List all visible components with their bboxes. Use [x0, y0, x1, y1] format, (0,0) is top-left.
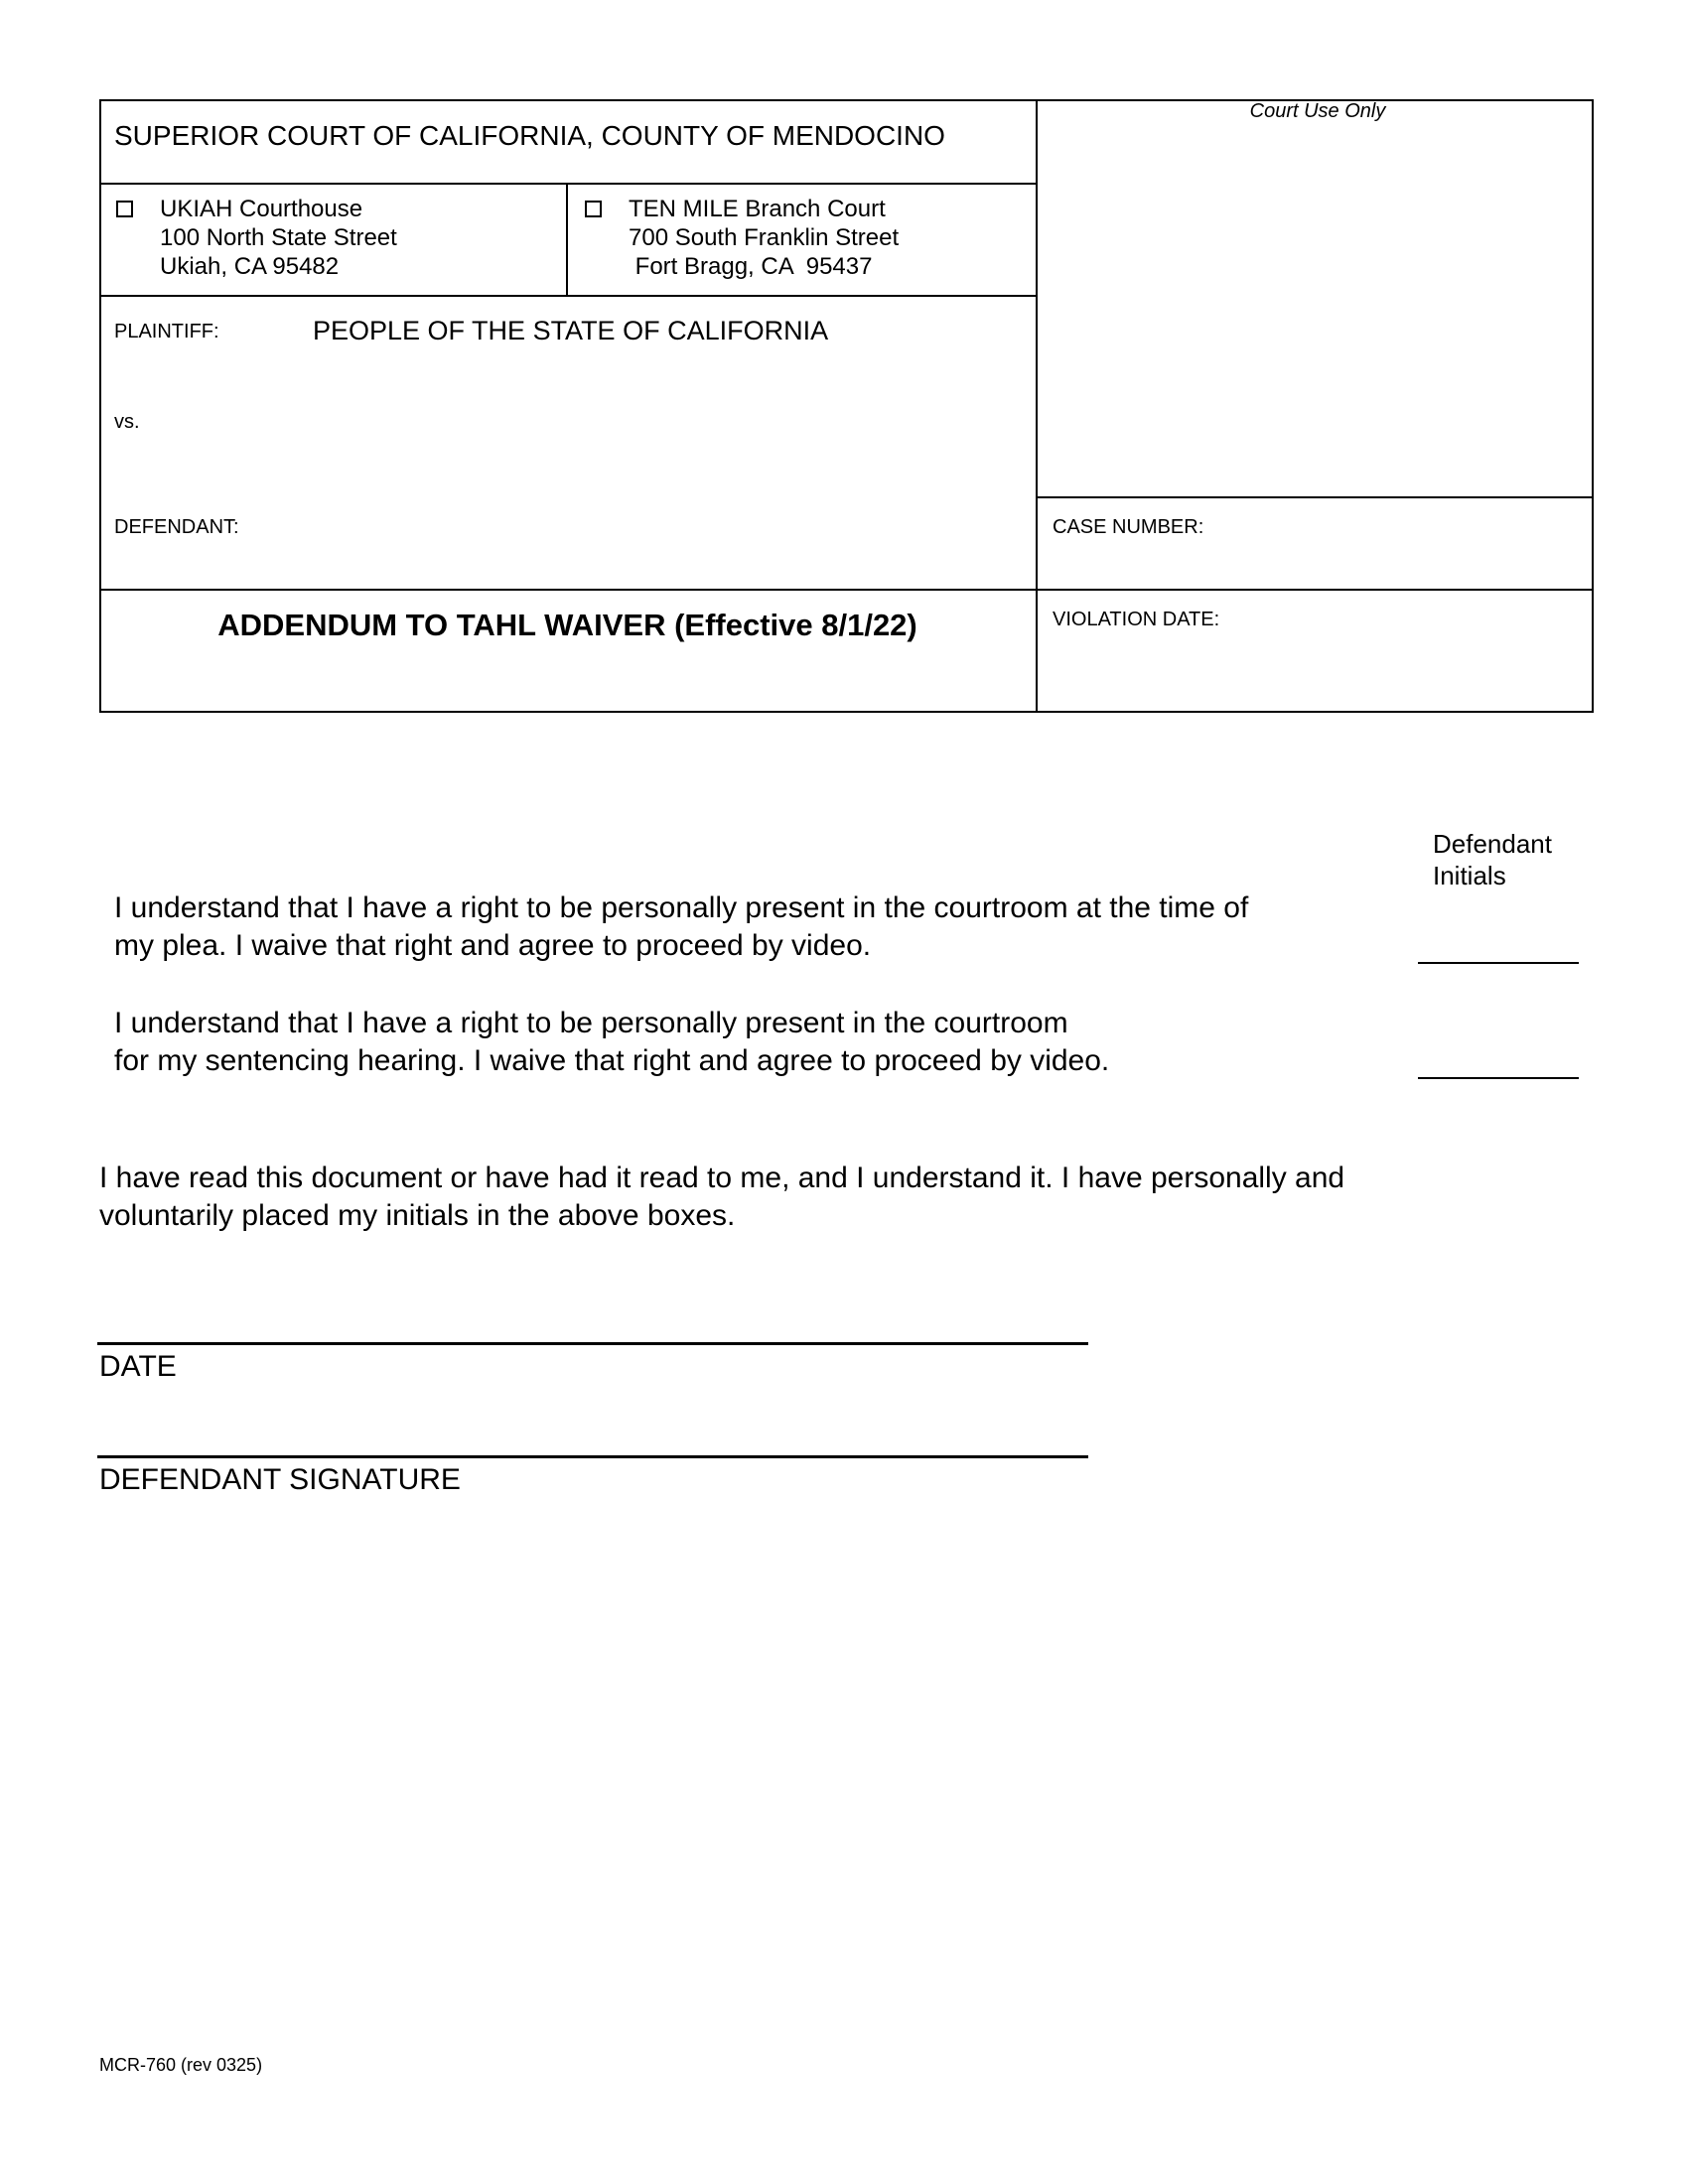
location-ten-mile	[629, 195, 899, 281]
statement-line: my plea. I waive that right and agree to proceed by video.	[114, 929, 872, 962]
ten-mile-checkbox[interactable]	[585, 201, 602, 217]
form-number: MCR-760 (rev 0325)	[99, 2055, 263, 2075]
acknowledgement	[99, 1160, 1344, 1235]
title-row-divider	[99, 589, 1594, 591]
location-name: UKIAH Courthouse	[160, 196, 363, 222]
acknowledgement-line: voluntarily placed my initials in the above boxes.	[99, 1199, 736, 1232]
defendant-signature-label: DEFENDANT SIGNATURE	[99, 1463, 461, 1496]
vs-label: vs.	[114, 411, 140, 433]
location-divider	[566, 184, 568, 297]
defendant-signature-field[interactable]	[97, 1455, 1088, 1458]
statement-line: I understand that I have a right to be personally present in the courtroom at the time of	[114, 891, 1249, 924]
court-use-only-label: Court Use Only	[1249, 100, 1386, 122]
location-city: Fort Bragg, CA 95437	[629, 253, 873, 280]
defendant-field[interactable]	[268, 516, 1023, 546]
defendant-label: DEFENDANT:	[114, 516, 239, 538]
location-name: TEN MILE Branch Court	[629, 196, 886, 222]
violation-date-label: VIOLATION DATE:	[1053, 609, 1220, 630]
violation-date-field[interactable]	[1053, 643, 1579, 673]
statement-line: I understand that I have a right to be personally present in the courtroom	[114, 1007, 1068, 1039]
location-street: 100 North State Street	[160, 224, 397, 251]
date-field[interactable]	[97, 1342, 1088, 1345]
statement-line: for my sentencing hearing. I waive that right and agree to proceed by video.	[114, 1044, 1110, 1077]
initials-header-line2: Initials	[1433, 861, 1506, 890]
ukiah-checkbox[interactable]	[116, 201, 133, 217]
acknowledgement-line: I have read this document or have had it read to me, and I understand it. I have personally and	[99, 1161, 1345, 1194]
plaintiff-label: PLAINTIFF:	[114, 321, 219, 342]
court-use-divider	[1036, 496, 1594, 498]
court-title: SUPERIOR COURT OF CALIFORNIA, COUNTY OF MENDOCINO	[114, 120, 945, 151]
initials-header-line1: Defendant	[1433, 829, 1552, 859]
location-ukiah	[160, 195, 397, 281]
initials-column-header	[1433, 828, 1552, 891]
court-title-divider	[99, 183, 1037, 185]
location-bottom-divider	[99, 295, 1037, 297]
plea-initials-field[interactable]	[1418, 962, 1579, 964]
location-street: 700 South Franklin Street	[629, 224, 900, 251]
plaintiff-value: PEOPLE OF THE STATE OF CALIFORNIA	[313, 316, 829, 345]
date-label: DATE	[99, 1350, 177, 1383]
location-city: Ukiah, CA 95482	[160, 253, 340, 280]
case-number-label: CASE NUMBER:	[1053, 516, 1204, 538]
case-number-field[interactable]	[1053, 548, 1579, 578]
caption-divider-vertical	[1036, 99, 1038, 713]
sentencing-initials-field[interactable]	[1418, 1077, 1579, 1079]
statement-sentencing	[114, 1005, 1405, 1080]
statement-plea	[114, 889, 1405, 965]
form-title: ADDENDUM TO TAHL WAIVER (Effective 8/1/22)	[217, 608, 917, 642]
